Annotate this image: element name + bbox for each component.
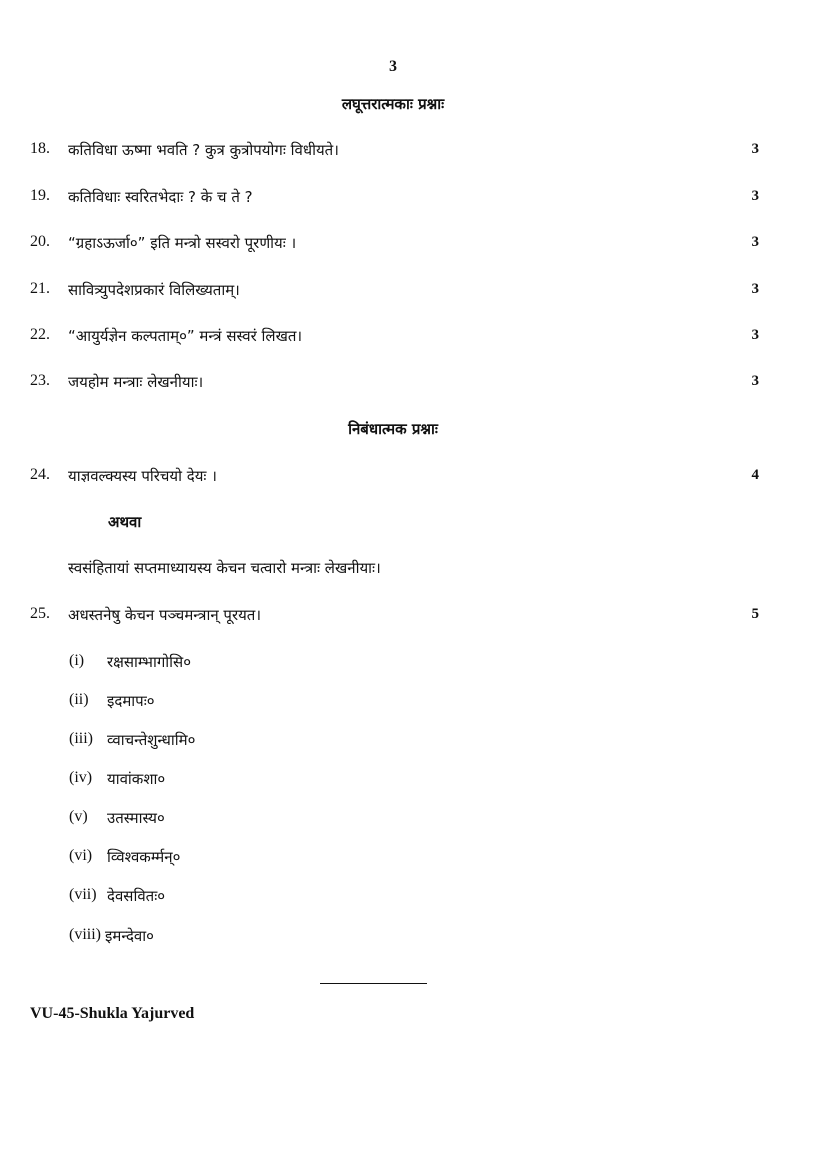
option-text: इदमापः०	[107, 692, 155, 710]
option-number: (v)	[69, 808, 88, 825]
question-number: 24.	[30, 466, 50, 483]
question-text: “ग्रहाऽऊर्जा०” इति मन्त्रो सस्वरो पूरणीयः ।	[68, 234, 297, 252]
question-marks: 3	[751, 141, 759, 157]
option-text: व्विश्वकर्म्मन्०	[107, 848, 181, 866]
question-text: कतिविधा ऊष्मा भवति ? कुत्र कुत्रोपयोगः विधीयते।	[68, 141, 339, 159]
footer-paper-code: VU-45-Shukla Yajurved	[30, 1005, 195, 1022]
question-text: याज्ञवल्क्यस्य परिचयो देयः ।	[68, 467, 217, 485]
option-number: (vii)	[69, 886, 97, 903]
question-text: “आयुर्यज्ञेन कल्पताम्०” मन्त्रं सस्वरं लिखत।	[68, 327, 303, 345]
question-text: सावित्र्युपदेशप्रकारं विलिख्यताम्।	[68, 281, 240, 299]
option-text: रक्षसाम्भागोसि०	[107, 653, 192, 671]
question-number: 23.	[30, 372, 50, 389]
question-number: 18.	[30, 140, 50, 157]
question-marks: 3	[751, 281, 759, 297]
option-number: (vi)	[69, 847, 93, 864]
page-number: 3	[389, 58, 397, 75]
question-marks: 5	[751, 606, 759, 622]
question-number: 21.	[30, 280, 50, 297]
question-marks: 4	[751, 467, 759, 483]
option-text: इमन्देवा०	[105, 927, 154, 945]
option-text: व्वाचन्तेशुन्धामि०	[107, 731, 196, 749]
question-text: अधस्तनेषु केचन पञ्चमन्त्रान् पूरयत।	[68, 606, 262, 624]
end-divider	[320, 983, 427, 984]
question-number: 19.	[30, 187, 50, 204]
question-number: 25.	[30, 605, 50, 622]
option-number: (viii)	[69, 926, 101, 943]
option-text: यावांकशा०	[107, 770, 166, 788]
question-marks: 3	[751, 373, 759, 389]
option-number: (iii)	[69, 730, 93, 747]
question-marks: 3	[751, 327, 759, 343]
question-text: जयहोम मन्त्राः लेखनीयाः।	[68, 373, 204, 391]
section-heading-short-answer: लघूत्तरात्मकाः प्रश्नाः	[341, 95, 445, 113]
option-text: देवसवितः०	[107, 887, 166, 905]
option-number: (i)	[69, 652, 85, 669]
question-number: 22.	[30, 326, 50, 343]
section-heading-essay: निबंधात्मक प्रश्नाः	[348, 420, 438, 438]
question-marks: 3	[751, 188, 759, 204]
question-marks: 3	[751, 234, 759, 250]
question-text: कतिविधाः स्वरितभेदाः ? के च ते ?	[68, 188, 253, 206]
option-number: (ii)	[69, 691, 89, 708]
option-text: उतस्मास्य०	[107, 809, 165, 827]
question-number: 20.	[30, 233, 50, 250]
alternative-question-text: स्वसंहितायां सप्तमाध्यायस्य केचन चत्वारो मन्त्राः लेखनीयाः।	[68, 559, 381, 577]
or-label: अथवा	[108, 513, 142, 531]
option-number: (iv)	[69, 769, 93, 786]
